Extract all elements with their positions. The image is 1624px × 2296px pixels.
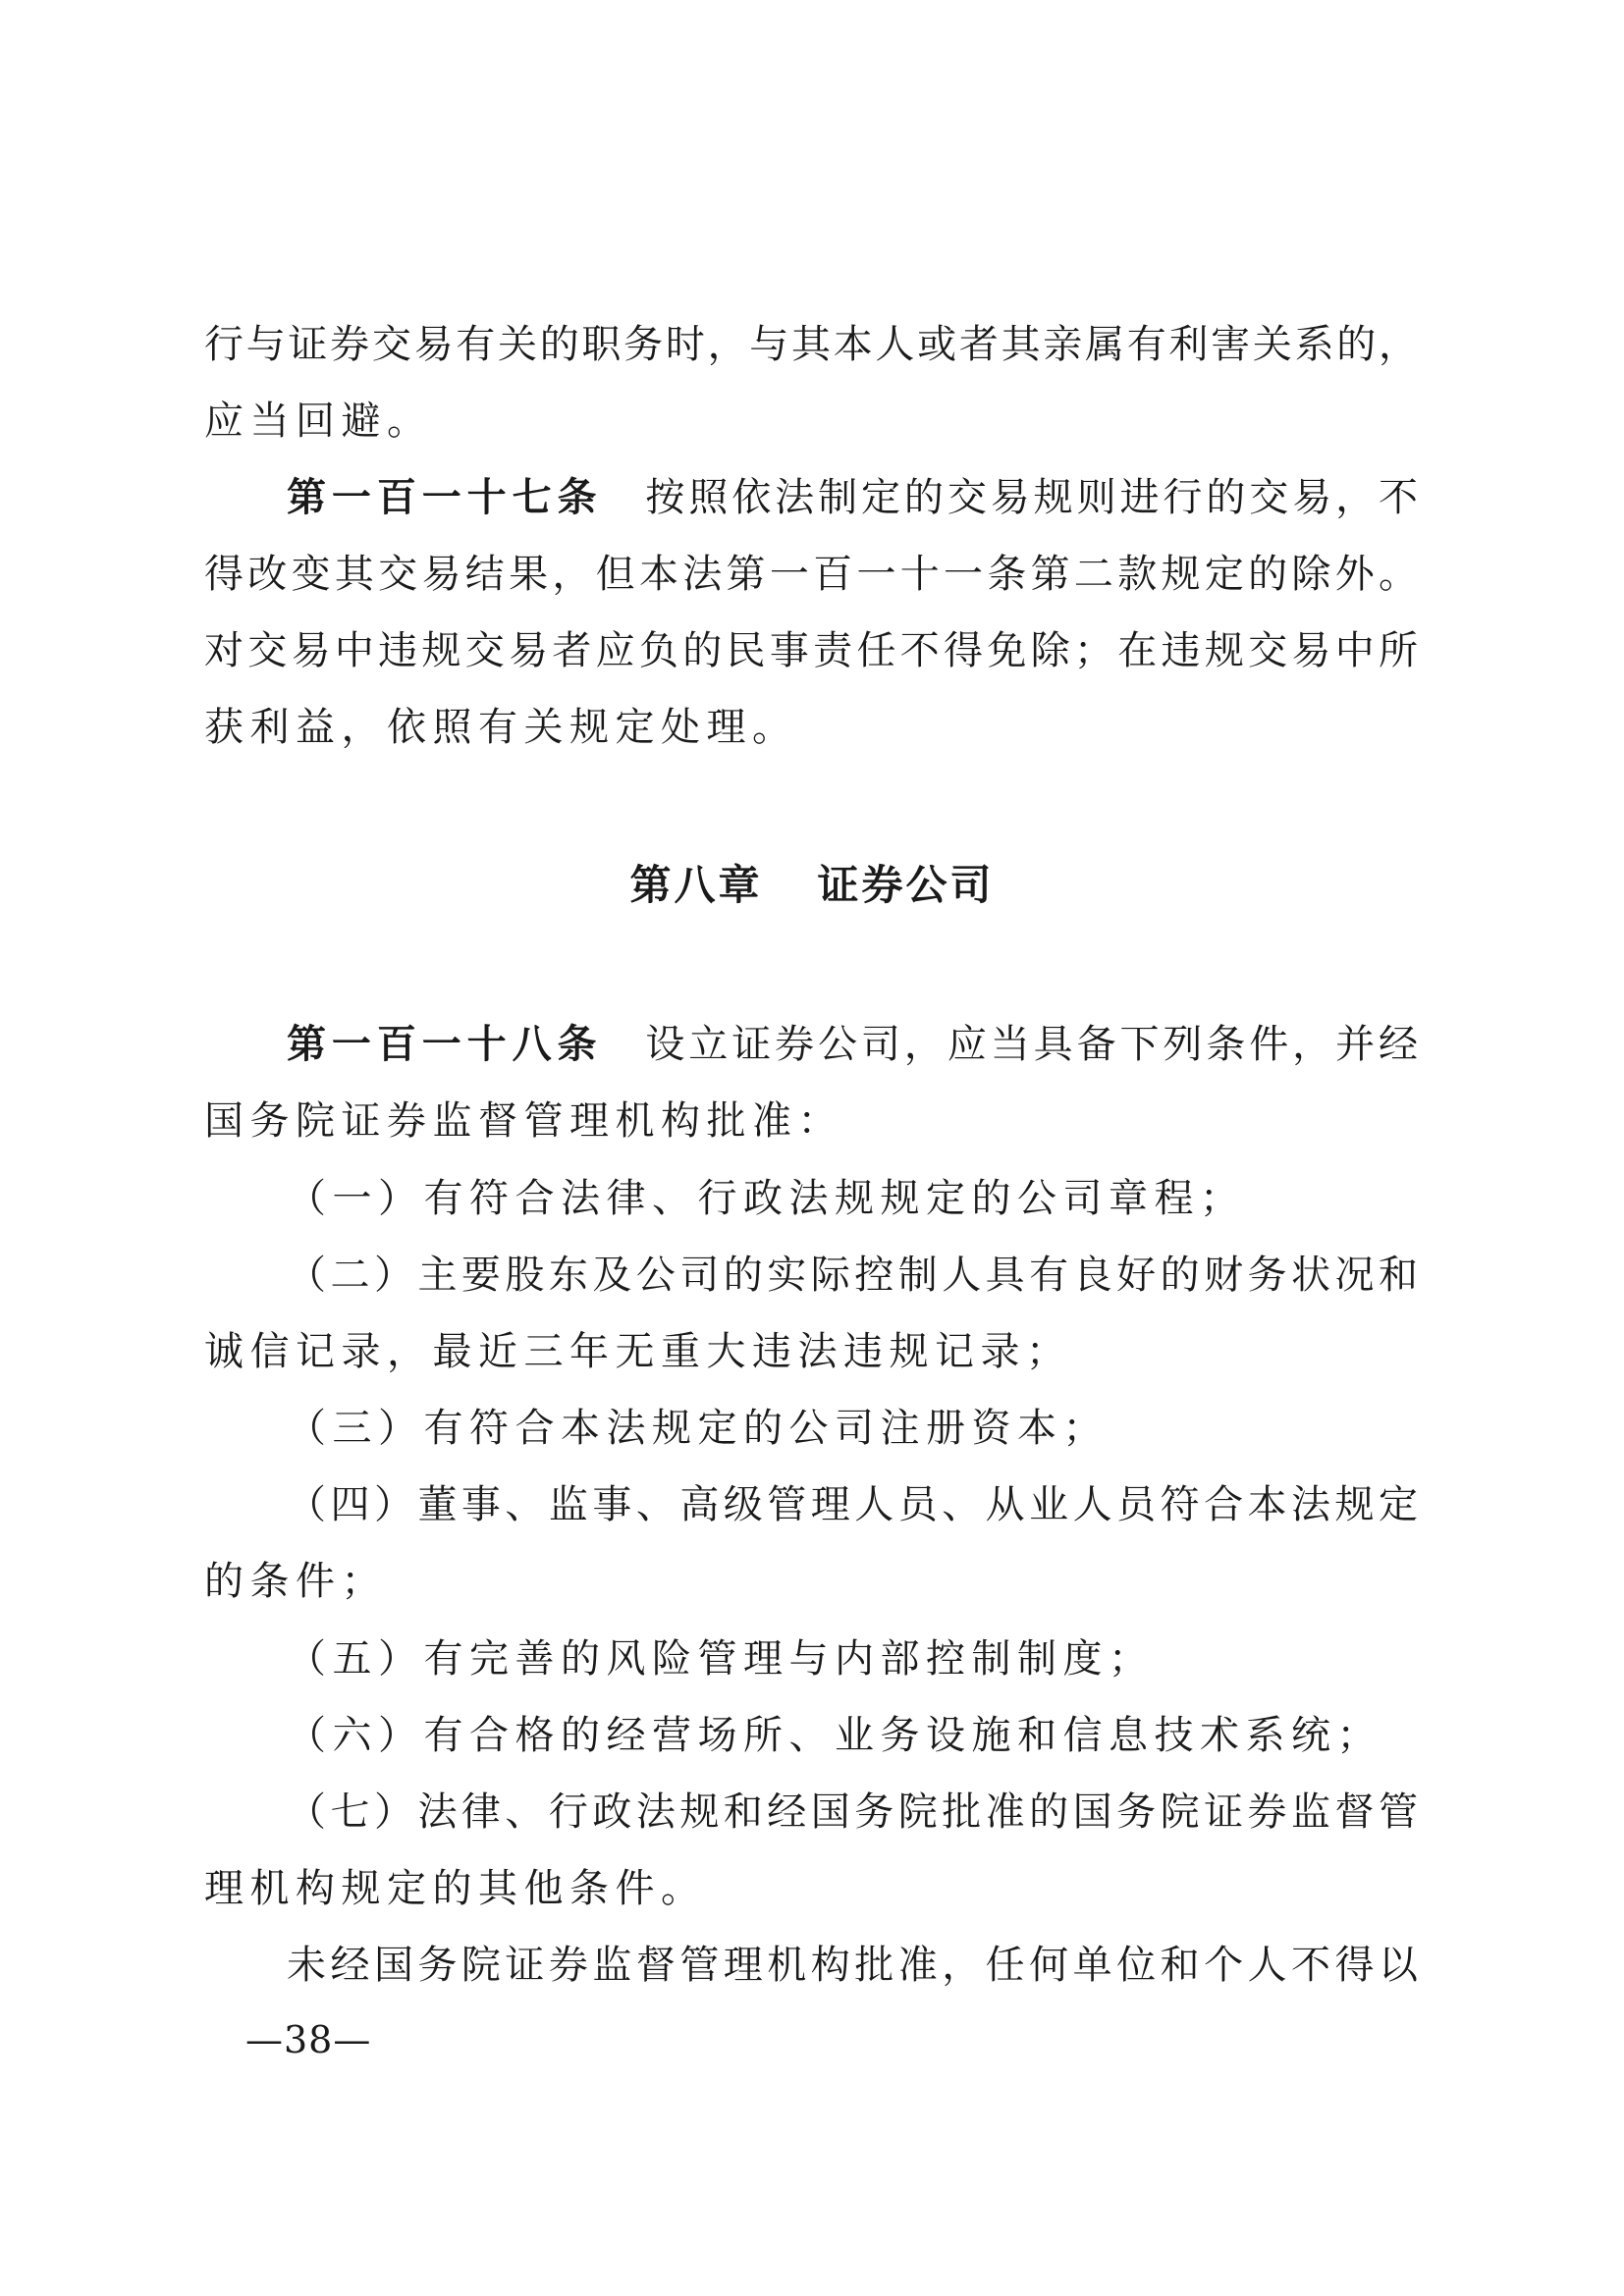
text-line: 理机构规定的其他条件。 — [204, 1866, 707, 1911]
text-line: 诚信记录，最近三年无重大违法违规记录； — [204, 1329, 1072, 1374]
chapter-title: 证券公司 — [817, 861, 995, 909]
clause-3: （三）有符合本法规定的公司注册资本； — [287, 1406, 1109, 1451]
clause-5: （五）有完善的风险管理与内部控制制度； — [287, 1636, 1155, 1682]
article-text: 按照依法制定的交易规则进行的交易，不 — [645, 475, 1418, 520]
text-line: 未经国务院证券监督管理机构批准，任何单位和个人不得以 — [287, 1943, 1418, 1988]
text-line: 国务院证券监督管理机构批准： — [204, 1098, 843, 1144]
article-number: 第一百一十七条 — [287, 475, 603, 520]
article-text: 设立证券公司，应当具备下列条件，并经 — [645, 1022, 1418, 1067]
clause-4: （四）董事、监事、高级管理人员、从业人员符合本法规定 — [287, 1482, 1418, 1527]
page-number: —38— — [245, 2018, 372, 2061]
text-line: 获利益，依照有关规定处理。 — [204, 705, 798, 750]
article-number: 第一百一十八条 — [287, 1022, 603, 1067]
clause-7: （七）法律、行政法规和经国务院批准的国务院证券监督管 — [287, 1789, 1418, 1835]
chapter-number: 第八章 — [629, 861, 763, 909]
text-line: 的条件； — [204, 1559, 387, 1604]
clause-1: （一）有符合法律、行政法规规定的公司章程； — [287, 1176, 1246, 1221]
text-line: 应当回避。 — [204, 399, 433, 444]
clause-6: （六）有合格的经营场所、业务设施和信息技术系统； — [287, 1713, 1382, 1758]
article-118-line — [287, 1019, 1418, 1070]
chapter-heading — [0, 858, 1624, 913]
text-line: 对交易中违规交易者应负的民事责任不得免除；在违规交易中所 — [204, 628, 1418, 673]
clause-2: （二）主要股东及公司的实际控制人具有良好的财务状况和 — [287, 1253, 1418, 1298]
text-line: 得改变其交易结果，但本法第一百一十一条第二款规定的除外。 — [204, 552, 1418, 597]
article-117-line — [287, 472, 1418, 523]
text-line: 行与证券交易有关的职务时，与其本人或者其亲属有利害关系的， — [204, 322, 1418, 367]
